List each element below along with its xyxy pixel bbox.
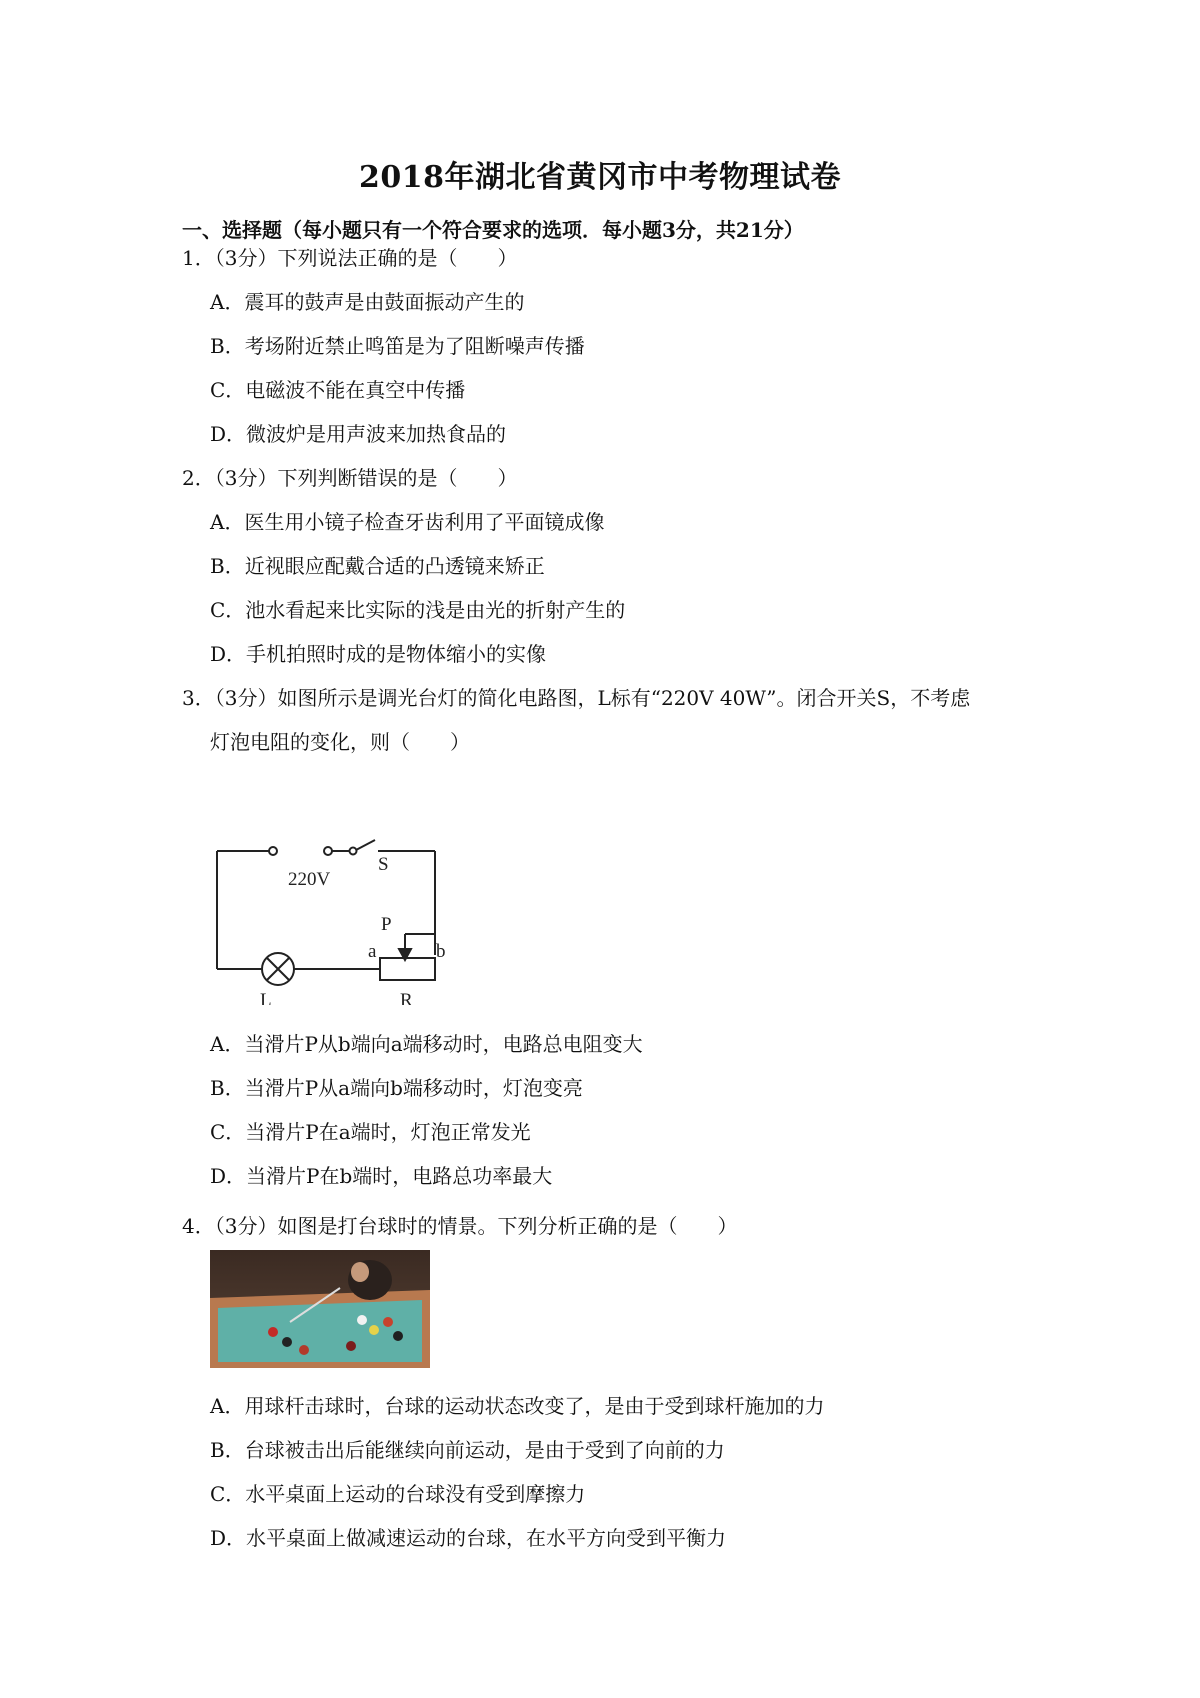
label-end-b: b	[436, 941, 446, 962]
question-3-option-b: B．当滑片P从a端向b端移动时，灯泡变亮	[210, 1076, 583, 1100]
question-4-option-a: A．用球杆击球时，台球的运动状态改变了，是由于受到球杆施加的力	[210, 1394, 825, 1418]
question-4-option-c: C．水平桌面上运动的台球没有受到摩擦力	[210, 1482, 586, 1506]
circuit-diagram	[210, 835, 455, 1005]
question-1-option-a: A．震耳的鼓声是由鼓面振动产生的	[210, 290, 525, 314]
question-1-option-c: C．电磁波不能在真空中传播	[210, 378, 466, 402]
question-3-option-d: D．当滑片P在b端时，电路总功率最大	[210, 1164, 553, 1188]
label-lamp: L	[260, 990, 272, 1005]
terminal-right	[324, 847, 332, 855]
label-switch: S	[378, 854, 389, 875]
question-4-stem: 4．（3分）如图是打台球时的情景。下列分析正确的是（ ）	[182, 1214, 738, 1238]
question-3-option-a: A．当滑片P从b端向a端移动时，电路总电阻变大	[210, 1032, 643, 1056]
question-2-option-c: C．池水看起来比实际的浅是由光的折射产生的	[210, 598, 626, 622]
question-3-stem: 3．（3分）如图所示是调光台灯的简化电路图，L标有“220V 40W”。闭合开关S，不考虑	[182, 686, 971, 710]
rheostat-body	[380, 958, 435, 980]
question-1-stem: 1．（3分）下列说法正确的是（ ）	[182, 246, 518, 270]
section-heading: 一、选择题（每小题只有一个符合要求的选项．每小题3分，共21分）	[182, 218, 804, 242]
question-3-stem-continued: 灯泡电阻的变化，则（ ）	[210, 730, 470, 754]
question-2-option-b: B．近视眼应配戴合适的凸透镜来矫正	[210, 554, 545, 578]
question-2-stem: 2．（3分）下列判断错误的是（ ）	[182, 466, 518, 490]
question-4-option-d: D．水平桌面上做减速运动的台球，在水平方向受到平衡力	[210, 1526, 727, 1550]
label-end-a: a	[368, 941, 377, 962]
label-slider: P	[381, 914, 392, 935]
question-4-option-b: B．台球被击出后能继续向前运动，是由于受到了向前的力	[210, 1438, 725, 1462]
question-2-option-d: D．手机拍照时成的是物体缩小的实像	[210, 642, 547, 666]
terminal-left	[269, 847, 277, 855]
label-voltage: 220V	[288, 869, 331, 890]
question-2-option-a: A．医生用小镜子检查牙齿利用了平面镜成像	[210, 510, 605, 534]
switch-pivot	[350, 848, 357, 855]
question-1-option-d: D．微波炉是用声波来加热食品的	[210, 422, 507, 446]
question-1-option-b: B．考场附近禁止鸣笛是为了阻断噪声传播	[210, 334, 585, 358]
billiards-photo	[210, 1250, 430, 1368]
question-3-option-c: C．当滑片P在a端时，灯泡正常发光	[210, 1120, 531, 1144]
switch-blade	[356, 840, 375, 850]
label-resistor: R	[400, 990, 413, 1005]
page-title: 2018年湖北省黄冈市中考物理试卷	[359, 160, 841, 195]
